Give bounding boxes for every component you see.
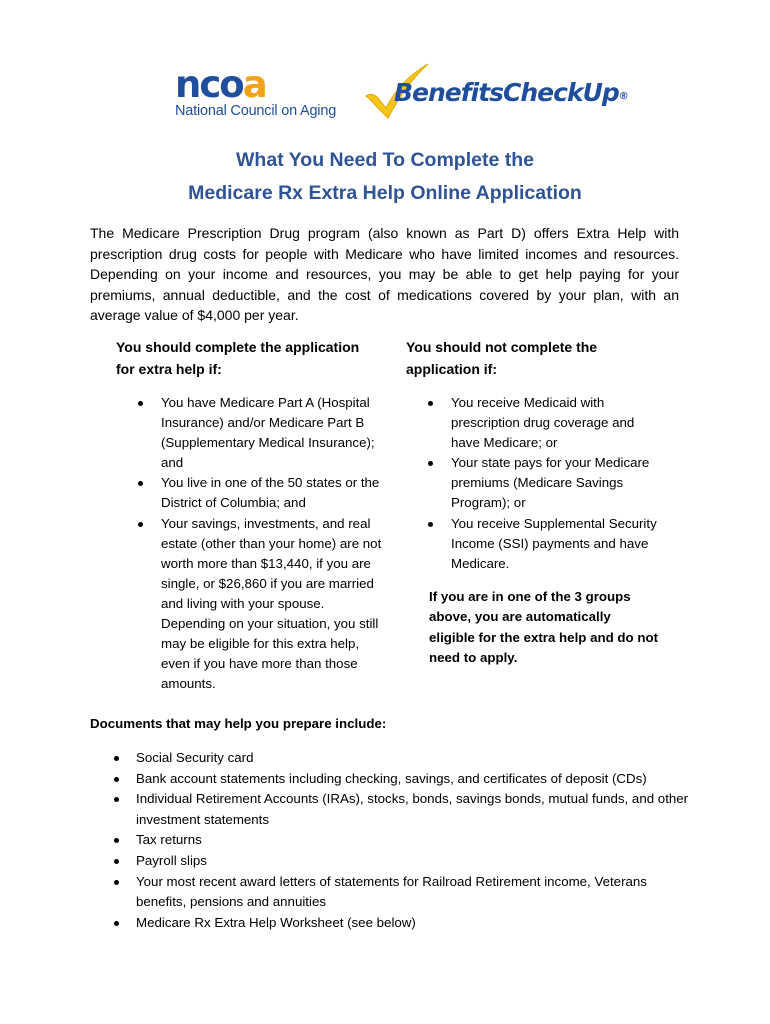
bullet-icon xyxy=(138,522,143,527)
documents-heading: Documents that may help you prepare include: xyxy=(90,716,387,731)
bullet-icon xyxy=(428,401,433,406)
should-not-complete-heading: You should not complete the application if: xyxy=(406,339,598,377)
should-complete-list xyxy=(116,393,386,694)
page-title-line-1: What You Need To Complete the xyxy=(236,149,534,171)
documents-section xyxy=(90,748,690,933)
benefitscheckup-logo xyxy=(362,62,629,122)
list-item: Bank account statements including checking, savings, and certificates of deposit (CDs) xyxy=(90,769,690,790)
ncoa-subtitle: National Council on Aging xyxy=(175,103,337,119)
bullet-icon xyxy=(114,921,119,926)
bullet-icon xyxy=(138,481,143,486)
bullet-icon xyxy=(114,797,119,802)
list-item: Your most recent award letters of statements for Railroad Retirement income, Veterans benefits, pensions and annuities xyxy=(90,872,690,913)
list-item: You have Medicare Part A (Hospital Insurance) and/or Medicare Part B (Supplementary Medical Insurance); and xyxy=(116,393,386,473)
should-complete-heading: You should complete the application for extra help if: xyxy=(116,339,360,377)
bullet-icon xyxy=(428,461,433,466)
list-item: Social Security card xyxy=(90,748,690,769)
list-item: You receive Medicaid with prescription drug coverage and have Medicare; or xyxy=(406,393,666,453)
list-item: Individual Retirement Accounts (IRAs), stocks, bonds, savings bonds, mutual funds, and other investment statements xyxy=(90,789,690,830)
bullet-icon xyxy=(114,838,119,843)
list-item: Your savings, investments, and real estate (other than your home) are not worth more than $13,440, if you are single, or $26,860 if you are married and living with your spouse. Depending on your situation, you still may be eligible for this extra help, even if you have more than those amounts. xyxy=(116,514,386,695)
list-item: Payroll slips xyxy=(90,851,690,872)
list-item: Tax returns xyxy=(90,830,690,851)
benefitscheckup-wordmark: BenefitsCheckUp® xyxy=(394,78,629,107)
bullet-icon xyxy=(428,522,433,527)
logo-header xyxy=(170,62,629,122)
automatic-eligibility-note: If you are in one of the 3 groups above, you are automatically eligible for the extra help and do not need to apply. xyxy=(429,588,659,666)
ncoa-wordmark: ncoa xyxy=(175,63,266,106)
should-not-complete-list xyxy=(406,393,666,574)
intro-paragraph: The Medicare Prescription Drug program (also known as Part D) offers Extra Help with prescription drug costs for people with Medicare who have limited incomes and resources. Depending on your income and resources, you may be able to get help paying for your premiums, annual deductible, and the cost of medications covered by your plan, with an average value of $4,000 per year. xyxy=(90,225,679,324)
list-item: Your state pays for your Medicare premiums (Medicare Savings Program); or xyxy=(406,453,666,513)
bullet-icon xyxy=(114,880,119,885)
list-item: You receive Supplemental Security Income (SSI) payments and have Medicare. xyxy=(406,514,666,574)
should-complete-section xyxy=(116,337,386,694)
should-not-complete-section xyxy=(406,337,666,668)
bullet-icon xyxy=(114,859,119,864)
list-item: Medicare Rx Extra Help Worksheet (see below) xyxy=(90,913,690,934)
bullet-icon xyxy=(114,756,119,761)
list-item: You live in one of the 50 states or the District of Columbia; and xyxy=(116,473,386,513)
bullet-icon xyxy=(114,777,119,782)
ncoa-logo xyxy=(175,63,337,119)
documents-list xyxy=(90,748,690,933)
page-title-line-2: Medicare Rx Extra Help Online Application xyxy=(188,182,582,204)
bullet-icon xyxy=(138,401,143,406)
